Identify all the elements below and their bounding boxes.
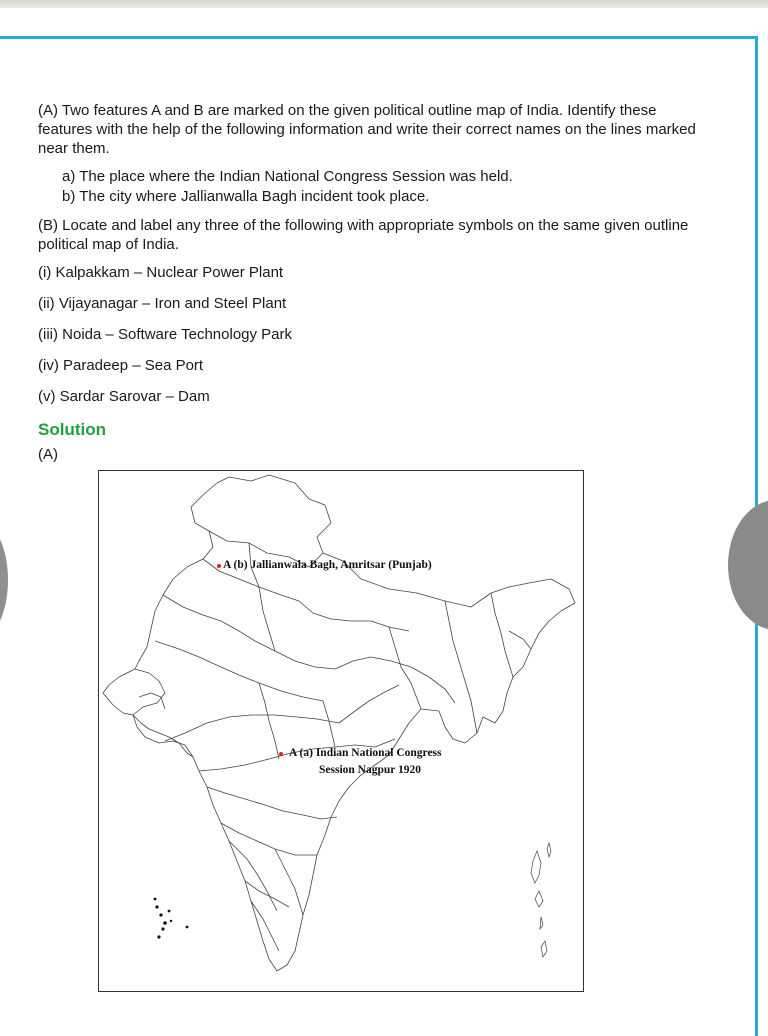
kashmir-north [135,483,217,669]
andaman-islands [531,843,551,957]
part-b-intro: (B) Locate and label any three of the following with appropriate symbols on the same given outline political map of India. [38,217,689,253]
marker-amritsar [217,564,221,568]
solution-heading: Solution [38,420,106,439]
india-map-drawing [99,471,583,991]
solution-part-label: (A) [38,446,58,463]
top-shadow-band [0,0,768,8]
part-a-item: b) The city where Jallianwalla Bagh incident took place. [62,188,430,205]
part-b-item: (ii) Vijayanagar – Iron and Steel Plant [38,295,287,312]
part-a-list [62,167,708,207]
part-b-item: (iv) Paradeep – Sea Port [38,357,204,374]
part-a-item: a) The place where the Indian National Congress Session was held. [62,168,513,185]
part-b-item: (i) Kalpakkam – Nuclear Power Plant [38,264,284,281]
part-b-item: (iii) Noida – Software Technology Park [38,326,293,343]
map-label-congress-line1: A (a) Indian National Congress [289,747,442,759]
map-label-jallianwala: A (b) Jallianwala Bagh, Amritsar (Punjab) [223,559,432,571]
part-a-intro: (A) Two features A and B are marked on the given political outline map of India. Identify these features with the help of the following information and write their correct names on the lines marked near them. [38,102,696,157]
question-content [38,101,708,464]
lakshadweep-islands [154,898,189,939]
part-b-item: (v) Sardar Sarovar – Dam [38,388,210,405]
map-label-congress-line2: Session Nagpur 1920 [319,764,422,776]
india-outline-map [98,470,584,992]
marker-nagpur [279,752,283,756]
